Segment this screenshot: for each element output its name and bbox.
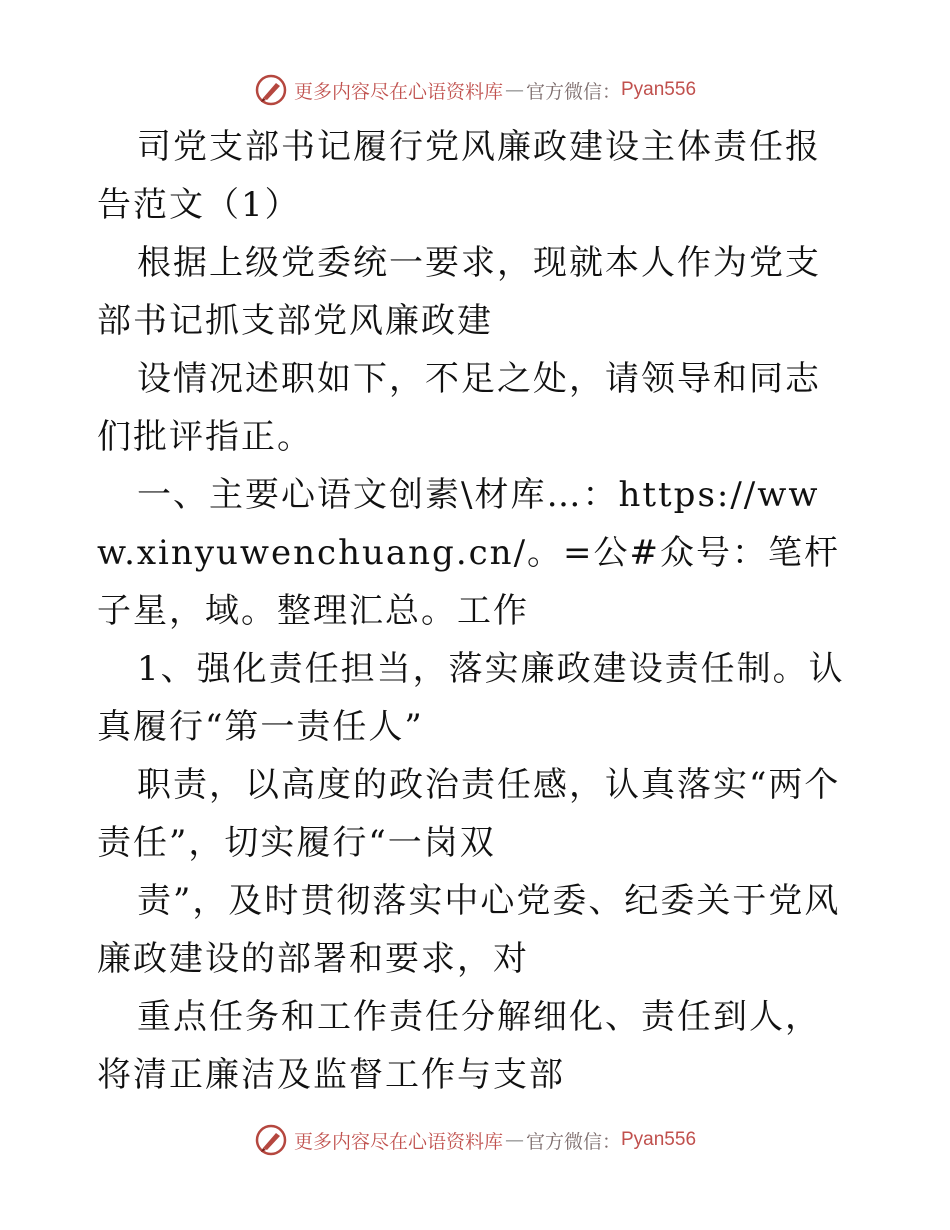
- body-paragraph: 责”，及时贯彻落实中心党委、纪委关于党风廉政建设的部署和要求，对: [97, 881, 841, 979]
- body-paragraph: 职责，以高度的政治责任感，认真落实“两个责任”，切实履行“一岗双: [97, 765, 841, 863]
- body-paragraph: 重点任务和工作责任分解细化、责任到人，将清正廉洁及监督工作与支部: [97, 997, 821, 1095]
- banner-wechat-id: Pyan556: [621, 79, 697, 100]
- document-body: [97, 118, 853, 1104]
- footer-watermark-banner: [0, 1120, 950, 1160]
- document-title: 司党支部书记履行党风廉政建设主体责任报告范文（1）: [97, 127, 821, 225]
- pen-logo-icon: [254, 1123, 288, 1157]
- pen-logo-icon: [254, 73, 288, 107]
- banner-wechat-id: Pyan556: [621, 1129, 697, 1150]
- body-paragraph: 1、强化责任担当，落实廉政建设责任制。认真履行“第一责任人”: [97, 649, 845, 747]
- banner-dash: —: [504, 79, 524, 101]
- banner-site-text: 更多内容尽在心语资料库: [293, 80, 503, 103]
- banner-dash: —: [504, 1129, 524, 1151]
- banner-wechat-label: 官方微信：: [525, 1130, 621, 1153]
- body-paragraph: 一、主要心语文创素\材库…：https://www.xinyuwenchuang.cn/。=公#众号：笔杆子星，域。整理汇总。工作: [97, 475, 840, 631]
- body-paragraph: 根据上级党委统一要求，现就本人作为党支部书记抓支部党风廉政建: [97, 243, 821, 341]
- header-watermark-banner: [0, 70, 950, 110]
- banner-site-text: 更多内容尽在心语资料库: [293, 1130, 503, 1153]
- banner-wechat-label: 官方微信：: [525, 80, 621, 103]
- body-paragraph: 设情况述职如下，不足之处，请领导和同志们批评指正。: [97, 359, 821, 457]
